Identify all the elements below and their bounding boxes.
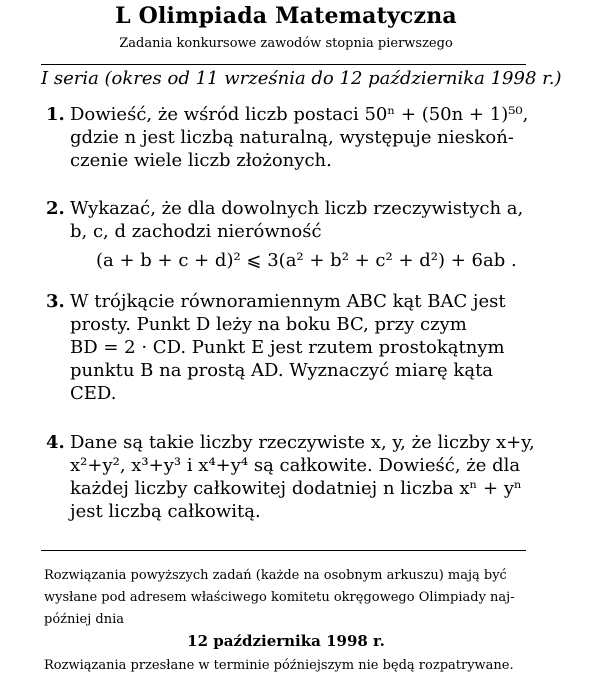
top-divider: [41, 64, 526, 65]
problem-line: jest liczbą całkowitą.: [70, 501, 261, 522]
problem-line: x²+y², x³+y³ i x⁴+y⁴ są całkowite. Dowieść, że dla: [70, 455, 521, 476]
problem-line: każdej liczby całkowitej dodatniej n liczba xⁿ + yⁿ: [70, 478, 522, 499]
problem-line: czenie wiele liczb złożonych.: [70, 150, 332, 171]
footer-line: Rozwiązania przesłane w terminie późniejszym nie będą rozpatrywane.: [44, 658, 514, 673]
problem-line: Dane są takie liczby rzeczywiste x, y, że liczby x+y,: [70, 432, 535, 453]
problem-number: 2.: [46, 198, 65, 219]
problem-number: 1.: [46, 104, 65, 125]
footer-line: wysłane pod adresem właściwego komitetu okręgowego Olimpiady naj-: [44, 590, 515, 605]
problem-line: prosty. Punkt D leży na boku BC, przy czym: [70, 314, 467, 335]
problem-line: b, c, d zachodzi nierówność: [70, 221, 322, 242]
problem-line: Dowieść, że wśród liczb postaci 50ⁿ + (50n + 1)⁵⁰,: [70, 104, 529, 125]
problem-number: 4.: [46, 432, 65, 453]
deadline-date: 12 października 1998 r.: [187, 632, 385, 650]
bottom-divider: [41, 550, 526, 551]
problem-number: 3.: [46, 291, 65, 312]
page-title: L Olimpiada Matematyczna: [115, 3, 457, 29]
problem-equation: (a + b + c + d)² ⩽ 3(a² + b² + c² + d²) + 6ab .: [96, 250, 517, 271]
problem-line: W trójkącie równoramiennym ABC kąt BAC jest: [70, 291, 506, 312]
series-heading: I seria (okres od 11 września do 12 października 1998 r.): [41, 68, 562, 89]
page-subtitle: Zadania konkursowe zawodów stopnia pierwszego: [119, 36, 453, 51]
problem-line: CED.: [70, 383, 117, 404]
problem-line: punktu B na prostą AD. Wyznaczyć miarę kąta: [70, 360, 494, 381]
problem-line: gdzie n jest liczbą naturalną, występuje nieskoń-: [70, 127, 514, 148]
footer-line: później dnia: [44, 612, 124, 627]
problem-line: Wykazać, że dla dowolnych liczb rzeczywistych a,: [70, 198, 524, 219]
problem-line: BD = 2 · CD. Punkt E jest rzutem prostokątnym: [70, 337, 505, 358]
footer-line: Rozwiązania powyższych zadań (każde na osobnym arkuszu) mają być: [44, 568, 507, 583]
